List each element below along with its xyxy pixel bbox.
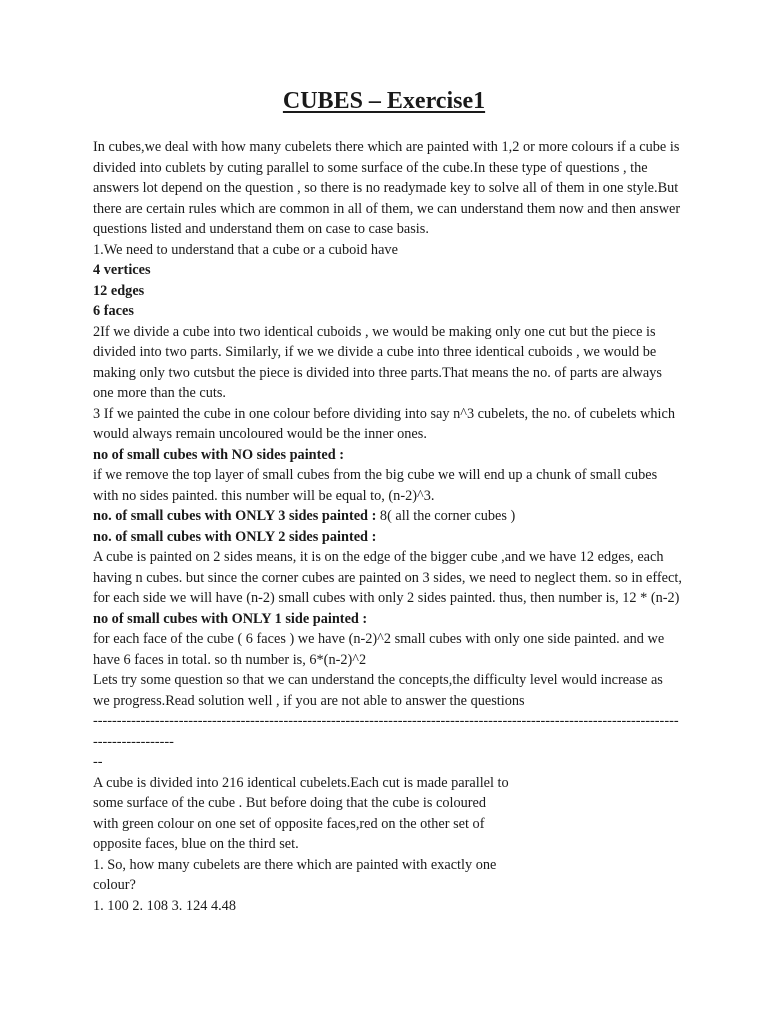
two-sides-heading: no. of small cubes with ONLY 2 sides painted : [93, 528, 377, 545]
three-sides-line [93, 506, 683, 527]
one-side-heading: no of small cubes with ONLY 1 side painted : [93, 610, 368, 627]
one-side-text: for each face of the cube ( 6 faces ) we have (n-2)^2 small cubes with only one side painted. and we have 6 faces in total. so th number is, 6*(n-2)^2 [93, 631, 665, 668]
lets-try-paragraph: Lets try some question so that we can understand the concepts,the difficulty level would increase as we progress.Read solution well , if you are not able to answer the questions [93, 672, 663, 709]
document-body [93, 137, 683, 916]
faces-line: 6 faces [93, 303, 134, 319]
three-sides-text: 8( all the corner cubes ) [376, 508, 516, 524]
divider-dashes-3: -- [93, 754, 103, 770]
divider-dashes-2: ----------------- [93, 733, 174, 750]
no-sides-heading: no of small cubes with NO sides painted : [93, 446, 345, 463]
intro-paragraph: In cubes,we deal with how many cubelets there which are painted with 1,2 or more colours if a cube is divided into cublets by cuting parallel to some surface of the cube.In these type of questions , the answers lot depend on the question , so there is no readymade key to solve all of them in one style.But there are certain rules which are common in all of them, we can understand them now and then answer questions listed and understand them on case to case basis. [93, 139, 681, 237]
question-1: 1. So, how many cubelets are there which are painted with exactly one colour? [93, 856, 497, 893]
vertices-line: 4 vertices [93, 262, 151, 278]
three-sides-heading: no. of small cubes with ONLY 3 sides painted : [93, 508, 377, 524]
question-1-options: 1. 100 2. 108 3. 124 4.48 [93, 897, 236, 914]
two-sides-text: A cube is painted on 2 sides means, it is on the edge of the bigger cube ,and we have 12 edges, each having n cubes. but since the corner cubes are painted on 3 sides, we need to neglect them. so in effect, for each side we will have (n-2) small cubes with only 2 sides painted. thus, then number is, 12 * (n-2) [93, 549, 682, 606]
page-title: CUBES – Exercise1 [282, 88, 486, 114]
rule-2: 2If we divide a cube into two identical cuboids , we would be making only one cut but the piece is divided into two parts. Similarly, if we we divide a cube into three identical cuboids , we would be making only two cutsbut the piece is divided into three parts.That means the no. of parts are always one more than the cuts. [93, 323, 662, 401]
question-intro: A cube is divided into 216 identical cubelets.Each cut is made parallel to some surface of the cube . But before doing that the cube is coloured with green colour on one set of opposite faces,red on the other set of opposite faces, blue on the third set. [93, 774, 509, 852]
rule-1: 1.We need to understand that a cube or a cuboid have [93, 241, 398, 258]
no-sides-text: if we remove the top layer of small cubes from the big cube we will end up a chunk of small cubes with no sides painted. this number will be equal to, (n-2)^3. [93, 467, 658, 504]
divider-dashes-1: --------------------------------------------------------------------------------------------------------------------------- [93, 713, 679, 729]
edges-line: 12 edges [93, 282, 145, 299]
rule-3: 3 If we painted the cube in one colour before dividing into say n^3 cubelets, the no. of cubelets which would always remain uncoloured would be the inner ones. [93, 405, 675, 442]
